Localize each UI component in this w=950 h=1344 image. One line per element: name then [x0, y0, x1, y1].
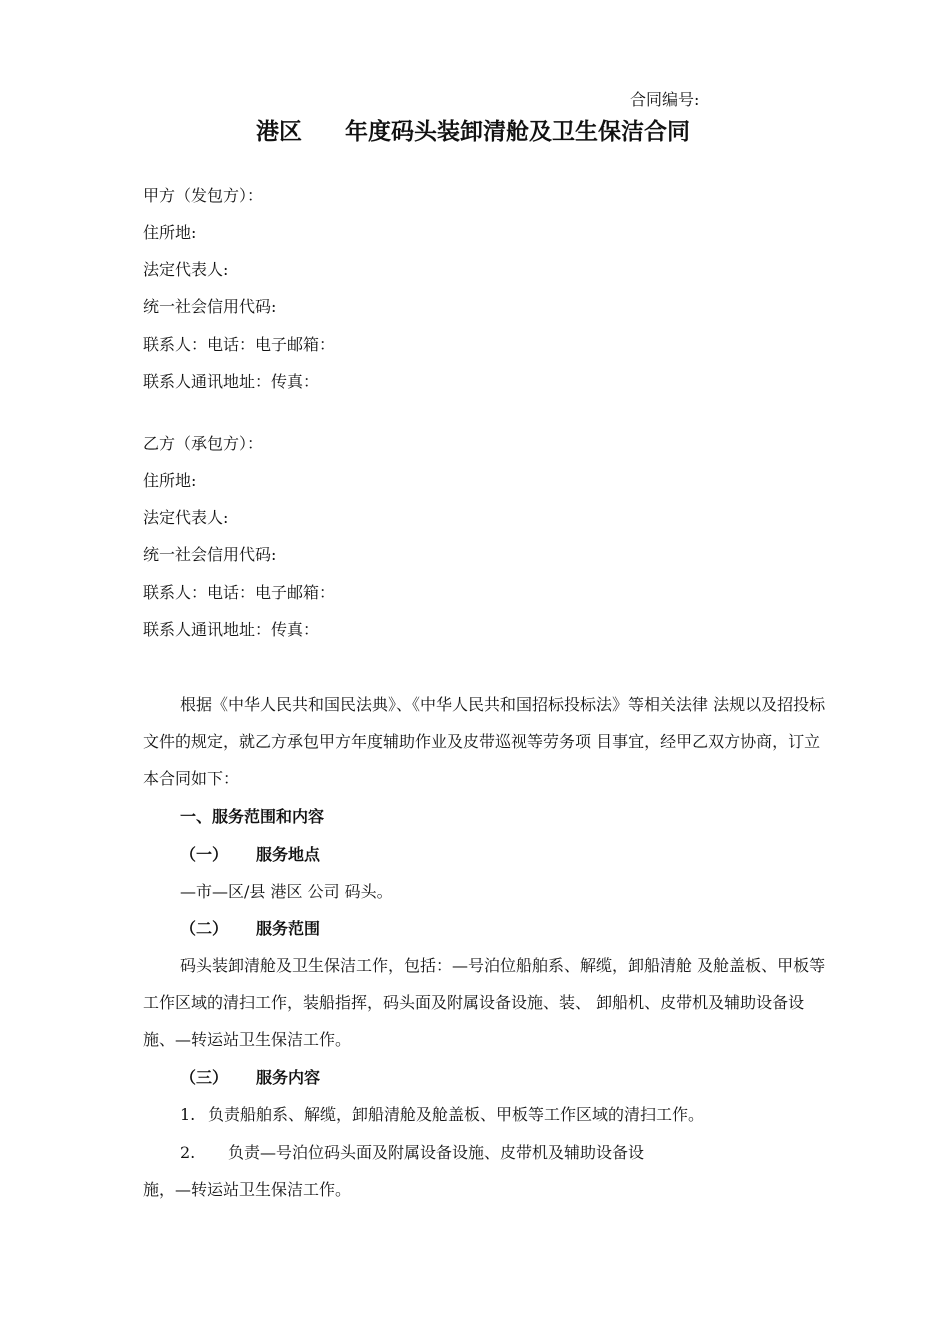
page-title: 年度码头装卸清舱及卫生保洁合同 [345, 118, 690, 145]
subsection-2-title: 服务范围 [256, 919, 321, 938]
preamble-text: 根据《中华人民共和国民法典》、《中华人民共和国招标投标法》等相关法律 法规以及招投标文件的规定，就乙方承包甲方年度辅助作业及皮带巡视等劳务项 目事宜，经甲乙双方协商，订立本合同如下： [143, 695, 826, 788]
party-b-mail-fax-label: 联系人通讯地址：传真： [143, 620, 320, 639]
party-b-legal-rep-label: 法定代表人: [143, 508, 229, 527]
list-item-2-text: 负责—号泊位码头面及附属设备设施、皮带机及辅助设备设 [228, 1143, 645, 1162]
contract-number-label: 合同编号: [630, 90, 700, 109]
preamble-paragraph [143, 686, 826, 797]
party-b-contact-label: 联系人：电话：电子邮箱： [143, 583, 336, 602]
list-item-2-number: 2. [180, 1143, 196, 1162]
party-a-mail-fax-label: 联系人通讯地址：传真： [143, 372, 320, 391]
subsection-3-number: （三） [180, 1068, 229, 1087]
party-b-name-label: 乙方（承包方）： [143, 434, 264, 453]
party-b-credit-code-label: 统一社会信用代码: [143, 545, 277, 564]
party-a-name-label: 甲方（发包方）： [143, 186, 264, 205]
subsection-2-number: （二） [180, 919, 229, 938]
list-item-1-text: 负责船舶系、解缆，卸船清舱及舱盖板、甲板等工作区域的清扫工作。 [208, 1105, 705, 1124]
title-port-area: 港区 [256, 118, 302, 145]
party-a-legal-rep-label: 法定代表人: [143, 260, 229, 279]
list-item-1-number: 1. [180, 1105, 196, 1124]
list-item-2-continuation: 施，—转运站卫生保洁工作。 [143, 1180, 352, 1199]
subsection-3-title: 服务内容 [256, 1068, 321, 1087]
party-a-address-label: 住所地: [143, 223, 197, 242]
service-location-text: —市—区/县 港区 公司 码头。 [180, 882, 393, 901]
service-scope-text: 码头装卸清舱及卫生保洁工作，包括：—号泊位船舶系、解缆，卸船清舱 及舱盖板、甲板等工作区域的清扫工作，装船指挥，码头面及附属设备设施、装、 卸船机、皮带机及辅助设备设施、—转运站卫生保洁工作。 [143, 956, 826, 1049]
service-scope-paragraph [143, 947, 826, 1058]
section-1-heading: 一、服务范围和内容 [180, 807, 325, 826]
party-a-contact-label: 联系人：电话：电子邮箱： [143, 335, 336, 354]
subsection-1-title: 服务地点 [256, 845, 321, 864]
subsection-1-number: （一） [180, 845, 229, 864]
party-b-address-label: 住所地: [143, 471, 197, 490]
party-a-credit-code-label: 统一社会信用代码: [143, 297, 277, 316]
